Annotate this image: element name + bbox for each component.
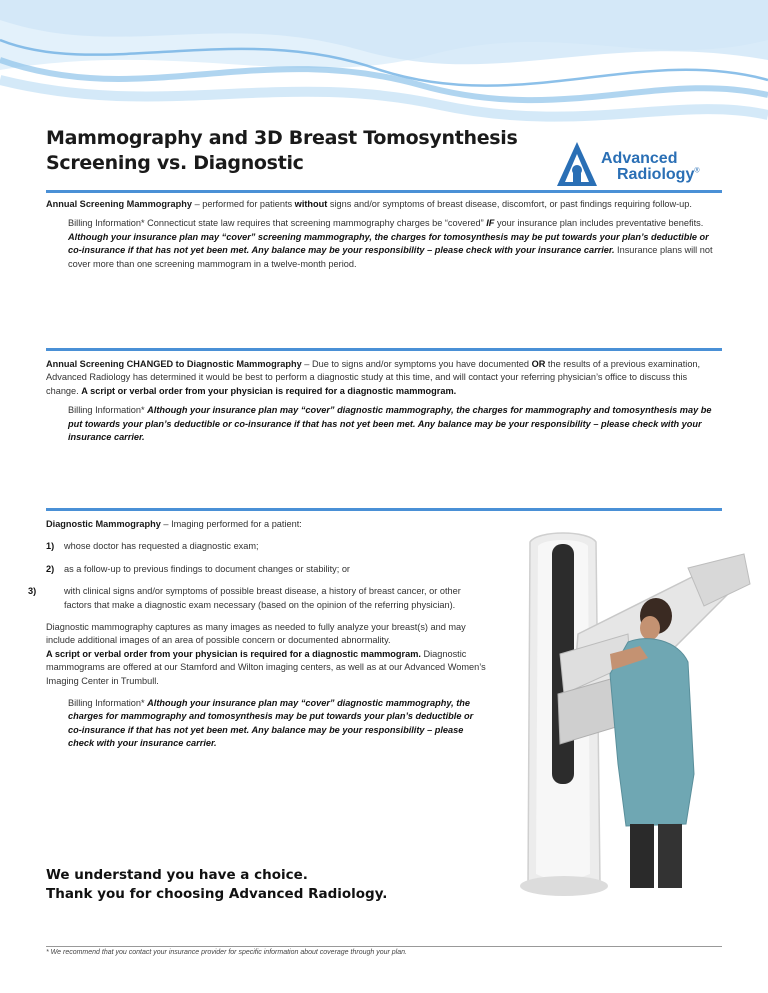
section-1-billing: Billing Information* Connecticut state law requires that screening mammography charges be “covered” IF your insurance plan includes preventative benefits. Although your insurance plan may “cover” screening mammography, the charges for tomosynthesis may be put towards your plan’s deductible or co-insurance if that has not yet been met. Any balance may be your responsibility – please check with your insurance carrier. Insurance plans will not cover more than one screening mammogram in a twelve-month period. xyxy=(68,218,713,269)
closing-line-1: We understand you have a choice. xyxy=(46,867,308,883)
header-wave-graphic xyxy=(0,0,768,140)
title-line-2: Screening vs. Diagnostic xyxy=(46,152,304,174)
section-2-billing: Billing Information* Although your insurance plan may “cover” diagnostic mammography, the charges for mammography and tomosynthesis may be put towards your plan’s deductible or co-insurance if that has not yet been met. Any balance may be your responsibility – please check with your insurance carrier. xyxy=(68,405,712,443)
section-3-billing: Billing Information* Although your insurance plan may “cover” diagnostic mammography, the charges for mammography and tomosynthesis may be put towards your plan’s deductible or co-insurance if that has not yet been met. Any balance may be your responsibility – please check with your insurance carrier. xyxy=(68,698,474,749)
closing-message xyxy=(46,866,526,904)
footnote-divider xyxy=(46,946,722,947)
advanced-radiology-logo xyxy=(555,140,740,190)
section-3-paragraph: Diagnostic mammography captures as many images as needed to fully analyze your breast(s) and may include additional images of an area of possible concern or documented abnormality. A script or verbal order from your physician is required for a diagnostic mammogram. Diagnostic mammograms are offered at our Stamford and Wilton imaging centers, as well as at our Advanced Women’s Imaging Center in Trumbull. xyxy=(46,622,486,686)
footnote: * We recommend that you contact your insurance provider for specific information about coverage through your plan. xyxy=(46,949,407,956)
section-divider xyxy=(46,508,722,511)
section-2-intro: Annual Screening CHANGED to Diagnostic Mammography – Due to signs and/or symptoms you have documented OR the results of a previous examination, Advanced Radiology has determined it would be best to perform a diagnostic study at this time, and will contact your referring physician’s office to discuss this change. A script or verbal order from your physician is required for a diagnostic mammogram. xyxy=(46,359,701,396)
section-diagnostic-mammography xyxy=(28,518,486,751)
page-title xyxy=(46,126,566,176)
list-item: 3) with clinical signs and/or symptoms of possible breast disease, a history of breast cancer, or other factors that make a diagnostic exam necessary (based on the opinion of the referring physician). xyxy=(28,586,461,610)
list-item: 1) whose doctor has requested a diagnostic exam; xyxy=(46,541,259,552)
mammography-machine-photo xyxy=(508,524,754,902)
section-3-intro: Diagnostic Mammography – Imaging performed for a patient: xyxy=(46,519,302,529)
logo-triangle-icon xyxy=(555,140,599,188)
section-divider xyxy=(46,190,722,193)
section-changed-to-diagnostic xyxy=(46,358,722,444)
section-1-intro: Annual Screening Mammography – performed for patients without signs and/or symptoms of breast disease, discomfort, or past findings requiring follow-up. xyxy=(46,199,692,209)
list-item: 2) as a follow-up to previous findings to document changes or stability; or xyxy=(46,563,350,574)
section-divider xyxy=(46,348,722,351)
title-line-1: Mammography and 3D Breast Tomosynthesis xyxy=(46,127,518,149)
logo-word-radiology: Radiology® xyxy=(617,166,700,183)
section-annual-screening xyxy=(46,198,722,271)
logo-word-advanced: Advanced xyxy=(601,150,678,167)
closing-line-2: Thank you for choosing Advanced Radiology. xyxy=(46,886,388,902)
